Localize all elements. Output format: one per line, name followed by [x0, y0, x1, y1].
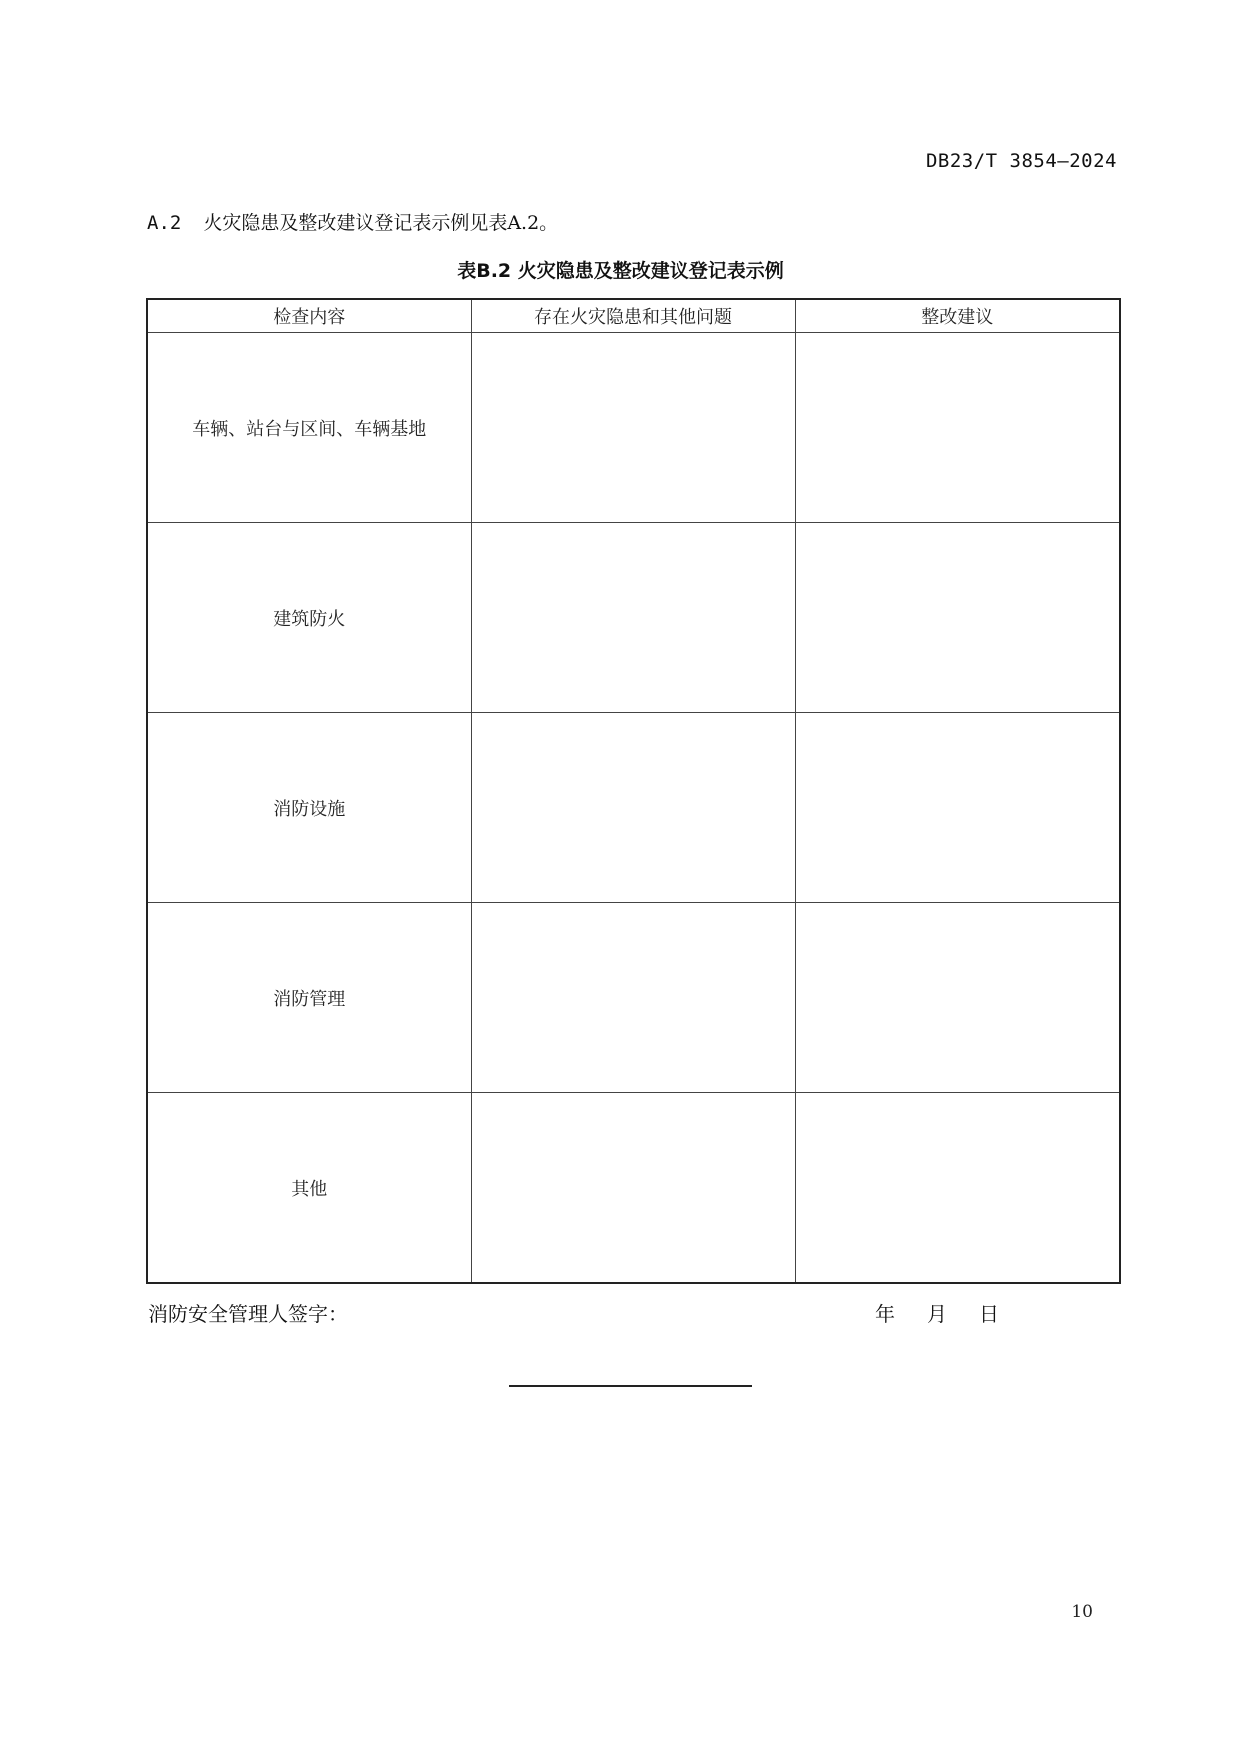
table-row: [147, 713, 1120, 903]
hazard-cell: [471, 713, 795, 903]
inspection-item-cell: 其他: [147, 1093, 471, 1284]
inspection-item-cell: 建筑防火: [147, 523, 471, 713]
hazard-cell: [471, 1093, 795, 1284]
table-row: [147, 903, 1120, 1093]
hazard-cell: [471, 523, 795, 713]
table-caption: 表B.2 火灾隐患及整改建议登记表示例: [457, 260, 784, 282]
year-label: 年: [875, 1302, 895, 1326]
table-row: [147, 1093, 1120, 1284]
suggestion-cell: [795, 1093, 1120, 1284]
table-row: [147, 333, 1120, 523]
table-row: [147, 523, 1120, 713]
suggestion-cell: [795, 903, 1120, 1093]
inspection-item-cell: 车辆、站台与区间、车辆基地: [147, 333, 471, 523]
date-line: [875, 1298, 999, 1327]
inspection-item-cell: 消防管理: [147, 903, 471, 1093]
page-number: 10: [1071, 1602, 1093, 1622]
suggestion-cell: [795, 713, 1120, 903]
inspection-item-cell: 消防设施: [147, 713, 471, 903]
end-of-document-rule: [509, 1385, 752, 1387]
table-header-row: [147, 299, 1120, 333]
suggestion-cell: [795, 523, 1120, 713]
column-header-suggestions: 整改建议: [795, 299, 1120, 333]
section-statement: [147, 208, 558, 235]
suggestion-cell: [795, 333, 1120, 523]
month-label: 月: [927, 1302, 947, 1326]
hazard-cell: [471, 903, 795, 1093]
document-code: DB23/T 3854—2024: [925, 150, 1117, 172]
signature-label: 消防安全管理人签字：: [148, 1302, 348, 1326]
hazard-register-table: [146, 298, 1121, 1284]
hazard-cell: [471, 333, 795, 523]
section-text: 火灾隐患及整改建议登记表示例见表A.2。: [203, 212, 559, 234]
day-label: 日: [979, 1302, 999, 1326]
section-number: A.2: [147, 212, 182, 234]
column-header-inspection-item: 检查内容: [147, 299, 471, 333]
column-header-hazards: 存在火灾隐患和其他问题: [471, 299, 795, 333]
